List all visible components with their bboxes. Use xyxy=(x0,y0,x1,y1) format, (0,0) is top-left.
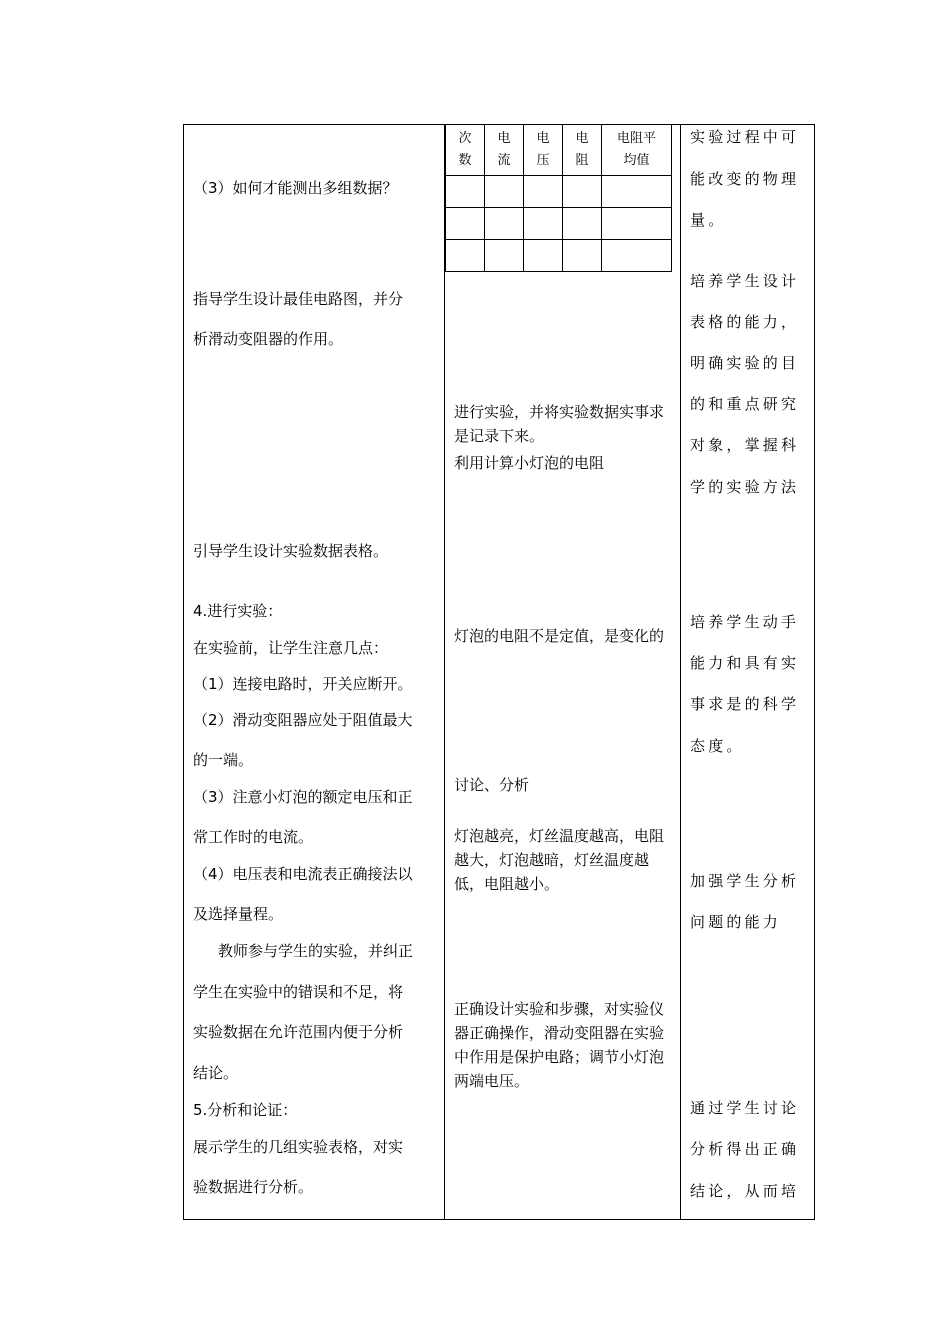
table-cell xyxy=(524,176,563,208)
left-text: （3）注意小灯泡的额定电压和正 xyxy=(193,788,413,806)
data-table xyxy=(445,124,672,272)
left-text: 及选择量程。 xyxy=(193,905,284,923)
header-cell: 次 数 xyxy=(446,125,485,176)
right-text: 结论，从而培 xyxy=(690,1182,800,1200)
right-text: 明确实验的目 xyxy=(690,354,800,372)
left-text: 引导学生设计实验数据表格。 xyxy=(193,542,389,560)
right-text: 分析得出正确 xyxy=(690,1140,800,1158)
column-divider-2 xyxy=(680,124,681,1220)
table-cell xyxy=(563,240,602,272)
left-text: 析滑动变阻器的作用。 xyxy=(193,330,344,348)
table-cell xyxy=(524,208,563,240)
table-row xyxy=(446,208,672,240)
right-text: 的和重点研究 xyxy=(690,395,800,413)
middle-text: 灯泡的电阻不是定值，是变化的 xyxy=(454,627,665,645)
right-text: 学的实验方法 xyxy=(690,478,800,496)
table-cell xyxy=(446,208,485,240)
right-text: 培养学生设计 xyxy=(690,272,800,290)
left-text: 展示学生的几组实验表格，对实 xyxy=(193,1138,404,1156)
table-cell xyxy=(446,240,485,272)
left-text: 验数据进行分析。 xyxy=(193,1178,314,1196)
right-text: 表格的能力， xyxy=(690,313,800,331)
left-text: （2）滑动变阻器应处于阻值最大 xyxy=(193,711,413,729)
table-cell xyxy=(485,176,524,208)
table-cell xyxy=(446,176,485,208)
table-cell xyxy=(485,208,524,240)
left-text: （3）如何才能测出多组数据？ xyxy=(193,179,398,197)
left-text: 在实验前，让学生注意几点： xyxy=(193,639,389,657)
column-divider-1 xyxy=(444,124,445,1220)
table-cell xyxy=(563,208,602,240)
right-text: 问题的能力 xyxy=(690,913,782,931)
left-text: 的一端。 xyxy=(193,751,254,769)
right-text: 能改变的物理 xyxy=(690,170,800,188)
table-cell xyxy=(485,240,524,272)
left-text: 指导学生设计最佳电路图，并分 xyxy=(193,290,404,308)
table-cell xyxy=(602,208,672,240)
left-text: 4.进行实验： xyxy=(193,602,283,620)
middle-text: 进行实验，并将实验数据实事求是记录下来。 xyxy=(454,403,665,445)
right-text: 能力和具有实 xyxy=(690,654,800,672)
table-row xyxy=(446,240,672,272)
right-text: 实验过程中可 xyxy=(690,128,800,146)
header-cell: 电 压 xyxy=(524,125,563,176)
table-row xyxy=(446,176,672,208)
middle-text: 利用计算小灯泡的电阻 xyxy=(454,454,605,472)
left-text: 学生在实验中的错误和不足，将 xyxy=(193,983,404,1001)
left-text: 5.分析和论证： xyxy=(193,1101,298,1119)
table-cell xyxy=(524,240,563,272)
middle-text: 正确设计实验和步骤，对实验仪器正确操作，滑动变阻器在实验中作用是保护电路；调节小灯泡两端电压。 xyxy=(454,1000,665,1090)
right-text: 量。 xyxy=(690,211,727,229)
header-cell: 电 流 xyxy=(485,125,524,176)
table-header-row xyxy=(446,125,672,176)
middle-text: 灯泡越亮，灯丝温度越高，电阻越大，灯泡越暗，灯丝温度越低，电阻越小。 xyxy=(454,827,665,893)
table-cell xyxy=(602,240,672,272)
left-text: 常工作时的电流。 xyxy=(193,828,314,846)
right-text: 态度。 xyxy=(690,737,745,755)
right-text: 通过学生讨论 xyxy=(690,1099,800,1117)
header-cell: 电 阻 xyxy=(563,125,602,176)
right-text: 加强学生分析 xyxy=(690,872,800,890)
right-text: 对象，掌握科 xyxy=(690,436,800,454)
header-cell: 电阻平 均值 xyxy=(602,125,672,176)
left-text: （1）连接电路时，开关应断开。 xyxy=(193,675,413,693)
left-text: 实验数据在允许范围内便于分析 xyxy=(193,1023,404,1041)
table-cell xyxy=(602,176,672,208)
left-text: （4）电压表和电流表正确接法以 xyxy=(193,865,413,883)
left-text: 结论。 xyxy=(193,1064,239,1082)
left-text: 教师参与学生的实验，并纠正 xyxy=(218,942,414,960)
right-text: 事求是的科学 xyxy=(690,695,800,713)
table-cell xyxy=(563,176,602,208)
right-text: 培养学生动手 xyxy=(690,613,800,631)
middle-text: 讨论、分析 xyxy=(454,776,530,794)
